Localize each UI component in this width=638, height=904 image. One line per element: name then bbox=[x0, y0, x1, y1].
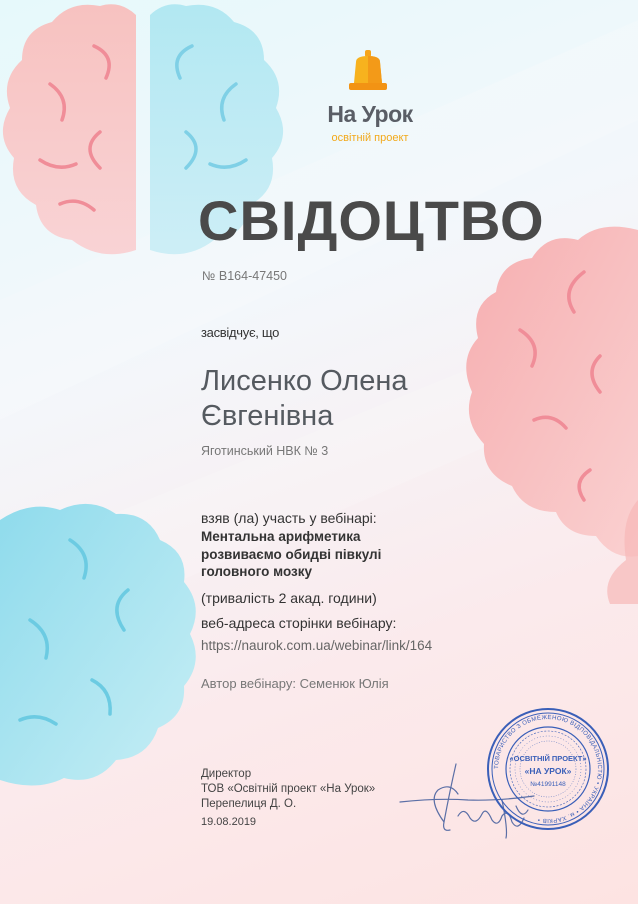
participation-text: взяв (ла) участь у вебінарі: bbox=[201, 510, 377, 526]
webinar-title-line3: головного мозку bbox=[201, 564, 312, 579]
signatory-organization: ТОВ «Освітній проект «На Урок» bbox=[201, 783, 376, 795]
webinar-author: Автор вебінару: Семенюк Юлія bbox=[201, 676, 389, 691]
svg-text:«НА УРОК»: «НА УРОК» bbox=[524, 766, 572, 776]
webinar-address-label: веб-адреса сторінки вебінару: bbox=[201, 615, 397, 631]
recipient-name bbox=[201, 364, 501, 434]
logo-name: На Урок bbox=[327, 101, 413, 127]
stamp-seal-icon bbox=[485, 706, 611, 832]
svg-text:«ОСВІТНІЙ ПРОЕКТ»: «ОСВІТНІЙ ПРОЕКТ» bbox=[509, 754, 587, 763]
svg-text:№41991148: №41991148 bbox=[530, 781, 566, 788]
signatory-block bbox=[201, 767, 401, 812]
brain-left-pink-icon bbox=[3, 4, 136, 254]
certificate-number: № В164-47450 bbox=[202, 269, 287, 283]
webinar-title-line2: розвиваємо обидві півкулі bbox=[201, 546, 382, 562]
svg-text:ТОВАРИСТВО З ОБМЕЖЕНОЮ ВІДПОВІ: ТОВАРИСТВО З ОБМЕЖЕНОЮ ВІДПОВІДАЛЬНІСТЮ • УКРАЇНА • м. ХАРКІВ • bbox=[493, 714, 603, 824]
logo-tagline: освітній проект bbox=[331, 132, 409, 144]
bell-logo-icon bbox=[343, 50, 393, 96]
brain-bottom-cyan-icon bbox=[0, 504, 196, 786]
webinar-title-line1: Ментальна арифметика bbox=[201, 529, 361, 544]
issue-date: 19.08.2019 bbox=[201, 816, 257, 828]
signatory-role: Директор bbox=[201, 768, 252, 780]
webinar-address-link[interactable]: https://naurok.com.ua/webinar/link/164 bbox=[201, 638, 433, 653]
signatory-person: Перепелиця Д. О. bbox=[201, 798, 297, 810]
webinar-title bbox=[201, 528, 461, 581]
school-name: Яготинський НВК № 3 bbox=[201, 444, 329, 458]
webinar-duration: (тривалість 2 акад. години) bbox=[201, 590, 377, 606]
certifies-text: засвідчує, що bbox=[201, 325, 280, 340]
recipient-name-line1: Лисенко Олена bbox=[201, 365, 408, 397]
certificate-title: СВІДОЦТВО bbox=[198, 189, 545, 252]
recipient-name-line2: Євгенівна bbox=[201, 400, 334, 432]
